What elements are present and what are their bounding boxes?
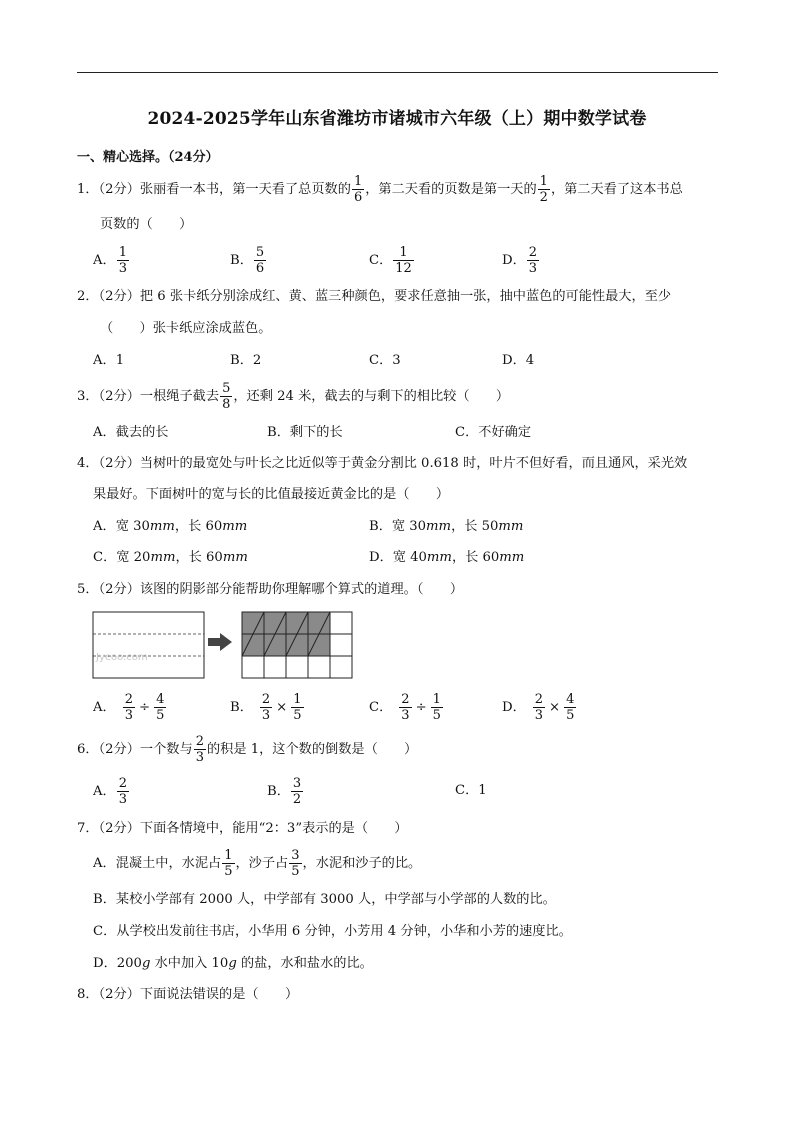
option-fraction: $\frac{2}{3}$: [528, 245, 538, 276]
option-label: B．: [230, 252, 253, 268]
option-4a[interactable]: A．宽 30mm，长 60mm: [93, 519, 248, 534]
watermark: Jyeoo.com: [96, 652, 148, 663]
fraction-1-6: $\frac{1}{6}$: [353, 174, 363, 205]
option-5b[interactable]: B． $\frac{2}{3}$ × $\frac{1}{5}$: [230, 692, 302, 723]
option-3a[interactable]: A．截去的长: [93, 425, 169, 440]
option-2d[interactable]: D．4: [502, 353, 535, 368]
question-1-text: 1．（2分）张丽看一本书，第一天看了总页数的: [77, 181, 351, 197]
header-rule: [77, 72, 718, 73]
option-6c[interactable]: C．1: [455, 783, 487, 798]
question-1-text-3: ，第二天看了这本书总: [550, 181, 683, 197]
question-8-line-1: 8．（2分）下面说法错误的是（ ）: [77, 987, 299, 1002]
question-5-line-1: 5．（2分）该图的阴影部分能帮助你理解哪个算式的道理。（ ）: [77, 582, 464, 597]
option-5a[interactable]: A． $\frac{2}{3}$ ÷ $\frac{4}{5}$: [93, 692, 165, 723]
fraction-diagram: [92, 610, 362, 680]
option-7b[interactable]: B．某校小学部有 2000 人，中学部有 3000 人，中学部与小学部的人数的比。: [93, 892, 556, 907]
option-6a[interactable]: A． $\frac{2}{3}$: [93, 776, 127, 807]
option-7d[interactable]: D．200g 水中加入 10g 的盐，水和盐水的比。: [93, 956, 373, 971]
question-4-line-2: 果最好。下面树叶的宽与长的比值最接近黄金比的是（ ）: [93, 487, 450, 502]
option-4b[interactable]: B．宽 30mm，长 50mm: [369, 519, 524, 534]
option-4d[interactable]: D．宽 40mm，长 60mm: [369, 550, 525, 565]
option-fraction: $\frac{5}{6}$: [255, 245, 265, 276]
question-2-line-1: 2．（2分）把 6 张卡纸分别涂成红、黄、蓝三种颜色，要求任意抽一张，抽中蓝色的可能性最大，至少: [77, 289, 672, 304]
option-6b[interactable]: B． $\frac{3}{2}$: [267, 776, 302, 807]
option-label: D．: [502, 252, 526, 268]
option-1a[interactable]: [93, 245, 130, 276]
option-2b[interactable]: B．2: [230, 353, 262, 368]
option-1d[interactable]: [502, 245, 540, 276]
question-1-line-2: 页数的（ ）: [100, 217, 193, 232]
question-3-text: 3．（2分）一根绳子截去: [77, 388, 220, 404]
question-2-line-2: （ ）张卡纸应涂成蓝色。: [100, 321, 272, 336]
shaded-grid: [242, 612, 352, 678]
question-4-line-1: 4．（2分）当树叶的最宽处与叶长之比近似等于黄金分割比 0.618 时，叶片不但好看，而且通风，采光效: [77, 456, 688, 471]
option-1c[interactable]: [369, 245, 415, 276]
question-3-text-2: ，还剩 24 米，截去的与剩下的相比较（ ）: [233, 388, 510, 404]
option-label: A．: [93, 252, 116, 268]
option-4c[interactable]: C．宽 20mm，长 60mm: [93, 550, 248, 565]
option-5d[interactable]: D． $\frac{2}{3}$ × $\frac{4}{5}$: [502, 692, 575, 723]
option-2a[interactable]: A．1: [93, 353, 125, 368]
option-3c[interactable]: C．不好确定: [455, 425, 532, 440]
option-fraction: $\frac{1}{3}$: [118, 245, 127, 276]
option-2c[interactable]: C．3: [369, 353, 401, 368]
question-1-text-2: ，第二天看的页数是第一天的: [365, 181, 537, 197]
option-fraction: $\frac{1}{12}$: [395, 245, 412, 276]
question-3-line-1: [77, 381, 509, 412]
fraction-5-8: $\frac{5}{8}$: [222, 381, 231, 412]
arrow-right-icon: [208, 633, 232, 651]
whole-rectangle: [93, 612, 204, 678]
question-1-line-1: [77, 174, 683, 205]
question-6-line-1: [77, 734, 417, 765]
question-7-line-1: 7．（2分）下面各情境中，能用“2：3”表示的是（ ）: [77, 821, 408, 836]
fraction-2-3: $\frac{2}{3}$: [195, 734, 204, 765]
question-6-text: 6．（2分）一个数与: [77, 741, 193, 757]
option-7c[interactable]: C．从学校出发前往书店，小华用 6 分钟，小芳用 4 分钟，小华和小芳的速度比。: [93, 924, 572, 939]
fraction-1-2: $\frac{1}{2}$: [539, 174, 548, 205]
question-6-text-2: 的积是 1，这个数的倒数是（ ）: [206, 741, 418, 757]
section-heading: 一、精心选择。（24分）: [77, 150, 219, 165]
option-1b[interactable]: [230, 245, 267, 276]
option-5c[interactable]: C． $\frac{2}{3}$ ÷ $\frac{1}{5}$: [369, 692, 441, 723]
option-3b[interactable]: B．剩下的长: [267, 425, 343, 440]
option-7a[interactable]: A．混凝土中，水泥占 $\frac{1}{5}$ ，沙子占 $\frac{3}{5}$ ，水泥和沙子的比。: [93, 848, 422, 879]
option-label: C．: [369, 252, 393, 268]
page-title: 2024-2025学年山东省潍坊市诸城市六年级（上）期中数学试卷: [147, 109, 647, 129]
